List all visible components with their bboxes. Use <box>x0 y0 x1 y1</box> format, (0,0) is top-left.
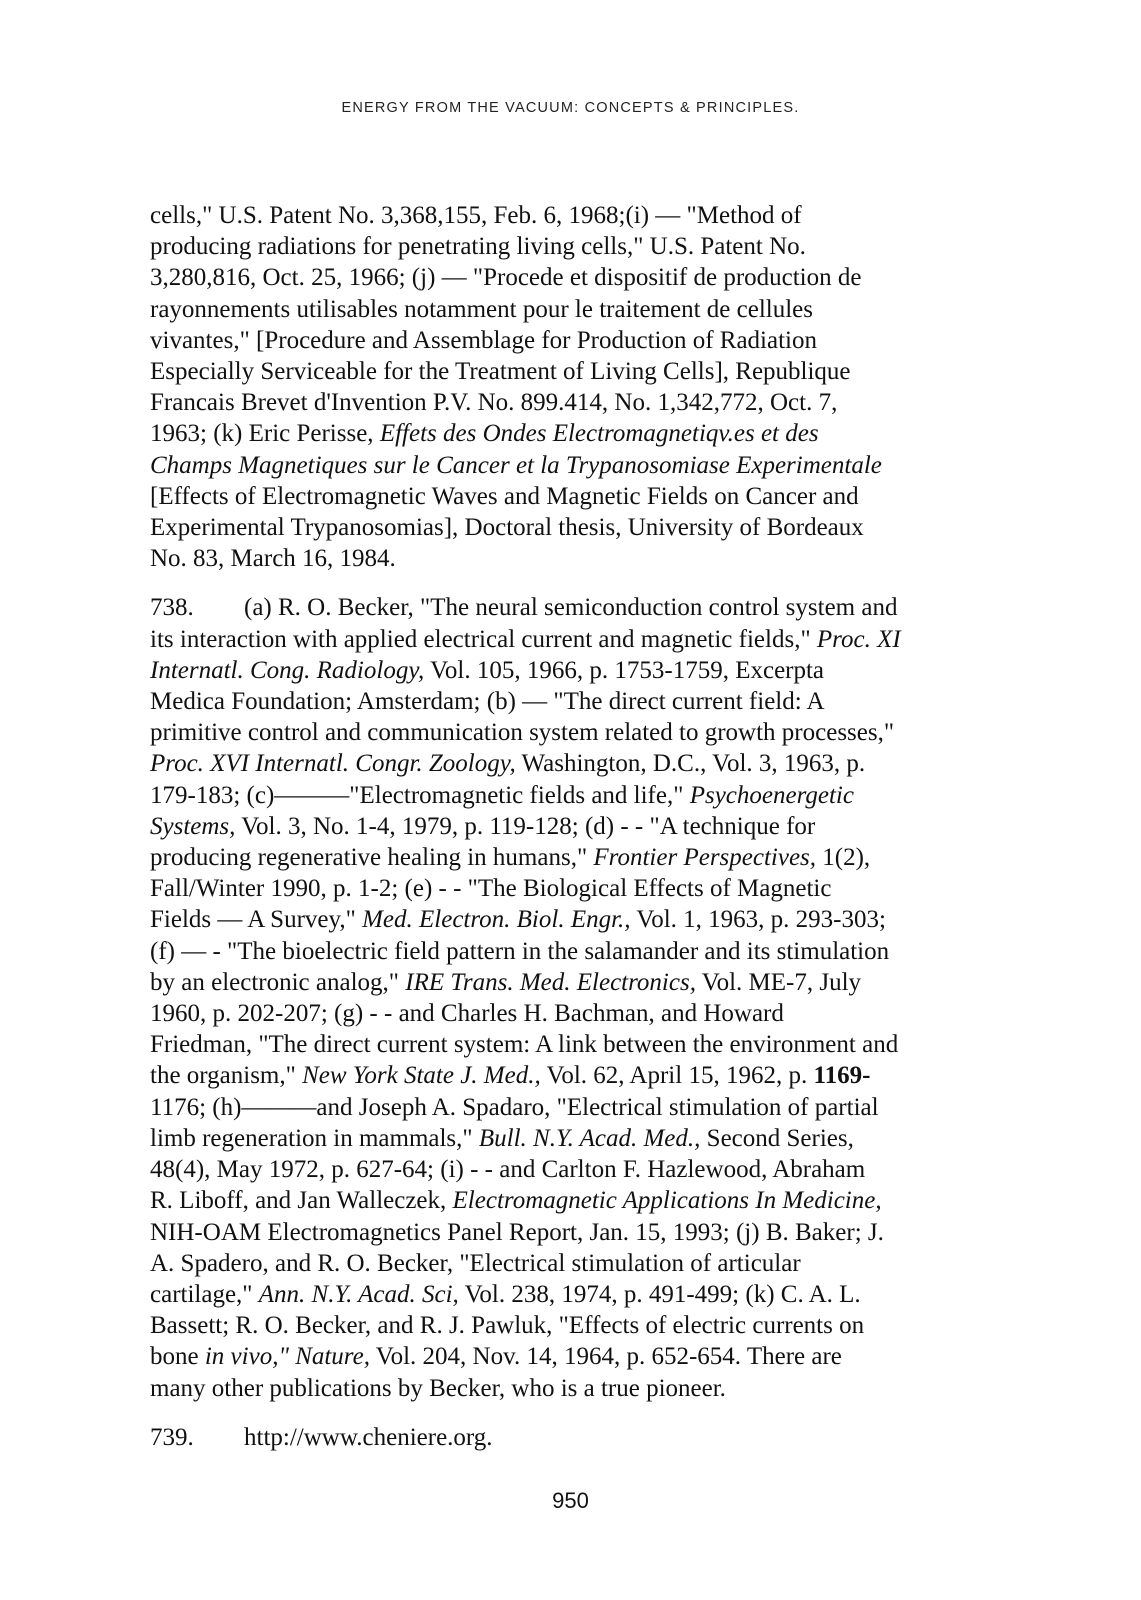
text-line <box>150 200 1010 231</box>
text-run: R. Liboff, and Jan Walleczek, <box>150 1187 453 1215</box>
text-run: primitive control and communication system related to growth processes," <box>150 719 895 747</box>
text-run: Vol. 105, 1966, p. 1753-1759, Excerpta <box>424 656 825 684</box>
italic-title: Effets des Ondes Electromagnetiqv.es et des <box>379 420 819 448</box>
text-run: Fall/Winter 1990, p. 1-2; (e) - - "The Biological Effects of Magnetic <box>150 875 832 903</box>
text-line <box>150 387 1010 418</box>
text-run: No. 83, March 16, 1984. <box>150 545 396 573</box>
text-run: 48(4), May 1972, p. 627-64; (i) - - and Carlton F. Hazlewood, Abraham <box>150 1156 866 1184</box>
italic-title: Systems, <box>150 812 236 840</box>
text-line <box>150 294 1010 325</box>
text-run: Medica Foundation; Amsterdam; (b) — "The direct current field: A <box>150 688 825 716</box>
text-run: (f) — - "The bioelectric field pattern in the salamander and its stimulation <box>150 937 890 965</box>
text-run: Bassett; R. O. Becker, and R. J. Pawluk, "Effects of electric currents on <box>150 1312 865 1340</box>
text-run: Vol. ME-7, July <box>695 968 862 996</box>
text-run: vivantes," [Procedure and Assemblage for Production of Radiation <box>150 326 817 354</box>
text-line <box>150 1373 1010 1404</box>
text-run: 179-183; (c)———"Electromagnetic fields and life," <box>150 781 690 809</box>
text-line <box>150 1217 1010 1248</box>
italic-title: IRE Trans. Med. Electronics, <box>405 968 696 996</box>
endnotes-body <box>150 200 1010 1471</box>
text-run: Vol. 204, Nov. 14, 1964, p. 652-654. There are <box>369 1343 842 1371</box>
text-run: cells," U.S. Patent No. 3,368,155, Feb. 6, 1968;(i) — "Method of <box>150 202 802 229</box>
text-run: (a) R. O. Becker, "The neural semiconduction control system and <box>244 594 898 622</box>
text-line <box>150 998 1010 1029</box>
text-line <box>150 873 1010 904</box>
text-run: Friedman, "The direct current system: A link between the environment and <box>150 1031 899 1059</box>
italic-title: New York State J. Med., <box>302 1062 541 1090</box>
italic-title: Psychoenergetic <box>689 781 854 809</box>
text-run: by an electronic analog," <box>150 968 406 996</box>
text-line <box>150 512 1010 543</box>
text-line <box>150 1248 1010 1279</box>
text-run: its interaction with applied electrical current and magnetic fields," <box>150 625 817 653</box>
text-run: bone <box>150 1343 205 1371</box>
bold-text: 1169- <box>813 1062 871 1090</box>
text-line <box>150 936 1010 967</box>
text-run: limb regeneration in mammals," <box>150 1124 479 1152</box>
text-line <box>150 418 1010 449</box>
text-line <box>150 592 1010 623</box>
text-run: Experimental Trypanosomias], Doctoral thesis, University of Bordeaux <box>150 514 864 542</box>
text-run: 1(2), <box>816 844 871 872</box>
text-run: 1960, p. 202-207; (g) - - and Charles H. Bachman, and Howard <box>150 1000 784 1028</box>
endnote-number: 738. <box>150 594 194 622</box>
text-run: NIH-OAM Electromagnetics Panel Report, Jan. 15, 1993; (j) B. Baker; J. <box>150 1218 884 1246</box>
endnote-text: http://www.cheniere.org. <box>244 1423 493 1451</box>
text-line <box>150 904 1010 935</box>
text-line <box>150 1060 1010 1091</box>
italic-title: Frontier Perspectives, <box>593 844 817 872</box>
text-line <box>150 1341 1010 1372</box>
italic-title: in vivo," Nature, <box>204 1343 370 1371</box>
text-line <box>150 1092 1010 1123</box>
text-line <box>150 543 1010 574</box>
continuation-paragraph <box>150 200 1010 574</box>
text-run: [Effects of Electromagnetic Waves and Magnetic Fields on Cancer and <box>150 482 859 510</box>
text-line <box>150 624 1010 655</box>
page-number: 950 <box>552 1488 589 1513</box>
endnote-739 <box>150 1422 1010 1453</box>
italic-title: Electromagnetic Applications In Medicine, <box>452 1187 882 1215</box>
italic-title: Champs Magnetiques sur le Cancer et la Trypanosomiase Experimentale <box>150 451 882 479</box>
text-line <box>150 748 1010 779</box>
text-run: many other publications by Becker, who is a true pioneer. <box>150 1374 726 1402</box>
italic-title: Proc. XVI Internatl. Congr. Zoology, <box>150 750 516 778</box>
text-line <box>150 231 1010 262</box>
text-run: Vol. 238, 1974, p. 491-499; (k) C. A. L. <box>458 1280 861 1308</box>
text-run: rayonnements utilisables notamment pour le traitement de cellules <box>150 295 814 323</box>
text-line <box>150 717 1010 748</box>
text-line <box>150 1279 1010 1310</box>
text-line <box>150 1310 1010 1341</box>
text-line <box>150 450 1010 481</box>
text-run: A. Spadero, and R. O. Becker, "Electrical stimulation of articular <box>150 1249 801 1277</box>
text-run: cartilage," <box>150 1280 259 1308</box>
text-line <box>150 780 1010 811</box>
text-run: 1176; (h)———and Joseph A. Spadaro, "Electrical stimulation of partial <box>150 1093 879 1121</box>
text-line <box>150 262 1010 293</box>
text-line <box>150 481 1010 512</box>
italic-title: Med. Electron. Biol. Engr., <box>362 906 631 934</box>
running-header: ENERGY FROM THE VACUUM: CONCEPTS & PRINCIPLES. <box>341 100 800 116</box>
text-line <box>150 811 1010 842</box>
text-run: Vol. 3, No. 1-4, 1979, p. 119-128; (d) - - "A technique for <box>235 812 816 840</box>
text-line <box>150 1123 1010 1154</box>
text-line <box>150 842 1010 873</box>
text-run: producing radiations for penetrating living cells," U.S. Patent No. <box>150 233 806 261</box>
text-line <box>150 655 1010 686</box>
text-run: producing regenerative healing in humans," <box>150 844 594 872</box>
text-line <box>150 967 1010 998</box>
text-line <box>150 1154 1010 1185</box>
text-run: Second Series, <box>700 1124 854 1152</box>
italic-title: Proc. XI <box>816 625 901 653</box>
text-run: the organism," <box>150 1062 303 1090</box>
text-run: 3,280,816, Oct. 25, 1966; (j) — "Procede et dispositif de production de <box>150 264 862 292</box>
italic-title: Internatl. Cong. Radiology, <box>150 656 425 684</box>
text-run: Especially Serviceable for the Treatment of Living Cells], Republique <box>150 358 851 386</box>
endnote-number: 739. <box>150 1423 194 1451</box>
text-run: Vol. 62, April 15, 1962, p. <box>540 1062 814 1090</box>
text-line <box>150 1029 1010 1060</box>
text-run: Washington, D.C., Vol. 3, 1963, p. <box>515 750 866 778</box>
text-line <box>150 1185 1010 1216</box>
text-run: Francais Brevet d'Invention P.V. No. 899.414, No. 1,342,772, Oct. 7, <box>150 389 838 417</box>
text-line <box>150 686 1010 717</box>
text-run: Fields — A Survey," <box>150 906 363 934</box>
italic-title: Bull. N.Y. Acad. Med., <box>478 1124 701 1152</box>
text-line <box>150 325 1010 356</box>
text-run: 1963; (k) Eric Perisse, <box>150 420 380 448</box>
italic-title: Ann. N.Y. Acad. Sci, <box>258 1280 459 1308</box>
endnote-738 <box>150 592 1010 1403</box>
text-run: Vol. 1, 1963, p. 293-303; <box>630 906 886 934</box>
text-line <box>150 356 1010 387</box>
